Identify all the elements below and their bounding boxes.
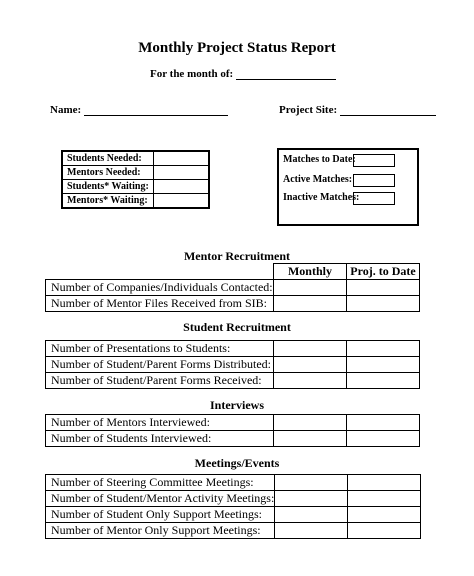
table-row bbox=[46, 491, 421, 507]
proj-to-date-cell[interactable] bbox=[347, 415, 420, 431]
table-row bbox=[46, 280, 420, 296]
proj-to-date-cell[interactable] bbox=[348, 491, 421, 507]
row-label: Number of Presentations to Students: bbox=[46, 341, 274, 357]
row-label: Number of Students Interviewed: bbox=[46, 431, 274, 447]
monthly-cell[interactable] bbox=[275, 475, 348, 491]
table-row bbox=[46, 507, 421, 523]
row-label: Number of Student/Parent Forms Received: bbox=[46, 373, 274, 389]
needs-row bbox=[62, 166, 209, 180]
row-label: Number of Companies/Individuals Contacted: bbox=[46, 280, 274, 296]
row-label: Number of Steering Committee Meetings: bbox=[46, 475, 275, 491]
proj-to-date-cell[interactable] bbox=[348, 475, 421, 491]
section-title-mentor: Mentor Recruitment bbox=[183, 249, 291, 263]
monthly-cell[interactable] bbox=[274, 373, 347, 389]
proj-to-date-cell[interactable] bbox=[347, 280, 420, 296]
monthly-cell[interactable] bbox=[274, 280, 347, 296]
section-title-interviews: Interviews bbox=[210, 398, 264, 412]
monthly-cell[interactable] bbox=[275, 491, 348, 507]
monthly-cell[interactable] bbox=[275, 507, 348, 523]
row-label: Number of Mentors Interviewed: bbox=[46, 415, 274, 431]
needs-box bbox=[61, 150, 210, 209]
matches-label: Active Matches: bbox=[283, 174, 353, 185]
section-title-student: Student Recruitment bbox=[183, 320, 291, 334]
needs-row bbox=[62, 180, 209, 194]
monthly-cell[interactable] bbox=[274, 341, 347, 357]
monthly-cell[interactable] bbox=[274, 296, 347, 312]
matches-label: Inactive Matches: bbox=[283, 192, 360, 203]
monthly-cell[interactable] bbox=[275, 523, 348, 539]
needs-value-cell[interactable] bbox=[153, 180, 209, 194]
proj-to-date-cell[interactable] bbox=[347, 431, 420, 447]
name-field bbox=[50, 104, 228, 116]
matches-value-cell[interactable] bbox=[353, 154, 395, 167]
monthly-cell[interactable] bbox=[274, 431, 347, 447]
row-label: Number of Student Only Support Meetings: bbox=[46, 507, 275, 523]
section-title-meetings: Meetings/Events bbox=[194, 456, 280, 470]
student-table bbox=[45, 340, 420, 389]
table-row bbox=[46, 523, 421, 539]
table-row bbox=[46, 357, 420, 373]
name-input-line[interactable] bbox=[84, 115, 228, 116]
needs-label: Mentors Needed: bbox=[62, 166, 153, 180]
month-field bbox=[150, 68, 336, 80]
proj-to-date-cell[interactable] bbox=[347, 296, 420, 312]
row-label: Number of Mentor Files Received from SIB: bbox=[46, 296, 274, 312]
mentor-table bbox=[45, 263, 420, 312]
table-row bbox=[46, 475, 421, 491]
needs-value-cell[interactable] bbox=[153, 194, 209, 209]
matches-value-cell[interactable] bbox=[353, 192, 395, 205]
matches-label: Matches to Date: bbox=[283, 154, 356, 165]
name-label: Name: bbox=[50, 104, 82, 116]
table-row bbox=[46, 341, 420, 357]
table-header-row bbox=[46, 264, 420, 280]
page-title: Monthly Project Status Report bbox=[138, 40, 336, 56]
proj-to-date-cell[interactable] bbox=[348, 507, 421, 523]
proj-to-date-cell[interactable] bbox=[348, 523, 421, 539]
monthly-cell[interactable] bbox=[274, 415, 347, 431]
site-label: Project Site: bbox=[279, 104, 338, 116]
needs-label: Students Needed: bbox=[62, 151, 153, 166]
proj-to-date-cell[interactable] bbox=[347, 357, 420, 373]
table-row bbox=[46, 296, 420, 312]
column-header-monthly: Monthly bbox=[274, 264, 347, 280]
row-label: Number of Mentor Only Support Meetings: bbox=[46, 523, 275, 539]
proj-to-date-cell[interactable] bbox=[347, 341, 420, 357]
needs-label: Mentors* Waiting: bbox=[62, 194, 153, 209]
interviews-table bbox=[45, 414, 420, 447]
proj-to-date-cell[interactable] bbox=[347, 373, 420, 389]
month-label: For the month of: bbox=[150, 68, 234, 80]
site-input-line[interactable] bbox=[340, 115, 436, 116]
column-header-proj-to-date: Proj. to Date bbox=[347, 264, 420, 280]
header-spacer bbox=[46, 264, 274, 280]
table-row bbox=[46, 431, 420, 447]
table-row bbox=[46, 373, 420, 389]
matches-box bbox=[277, 148, 419, 226]
site-field bbox=[279, 104, 436, 116]
matches-value-cell[interactable] bbox=[353, 174, 395, 187]
needs-label: Students* Waiting: bbox=[62, 180, 153, 194]
needs-value-cell[interactable] bbox=[153, 151, 209, 166]
monthly-cell[interactable] bbox=[274, 357, 347, 373]
month-input-line[interactable] bbox=[236, 79, 336, 80]
table-row bbox=[46, 415, 420, 431]
needs-value-cell[interactable] bbox=[153, 166, 209, 180]
row-label: Number of Student/Parent Forms Distributed: bbox=[46, 357, 274, 373]
meetings-table bbox=[45, 474, 421, 539]
needs-row bbox=[62, 151, 209, 166]
needs-row bbox=[62, 194, 209, 209]
row-label: Number of Student/Mentor Activity Meetings: bbox=[46, 491, 275, 507]
